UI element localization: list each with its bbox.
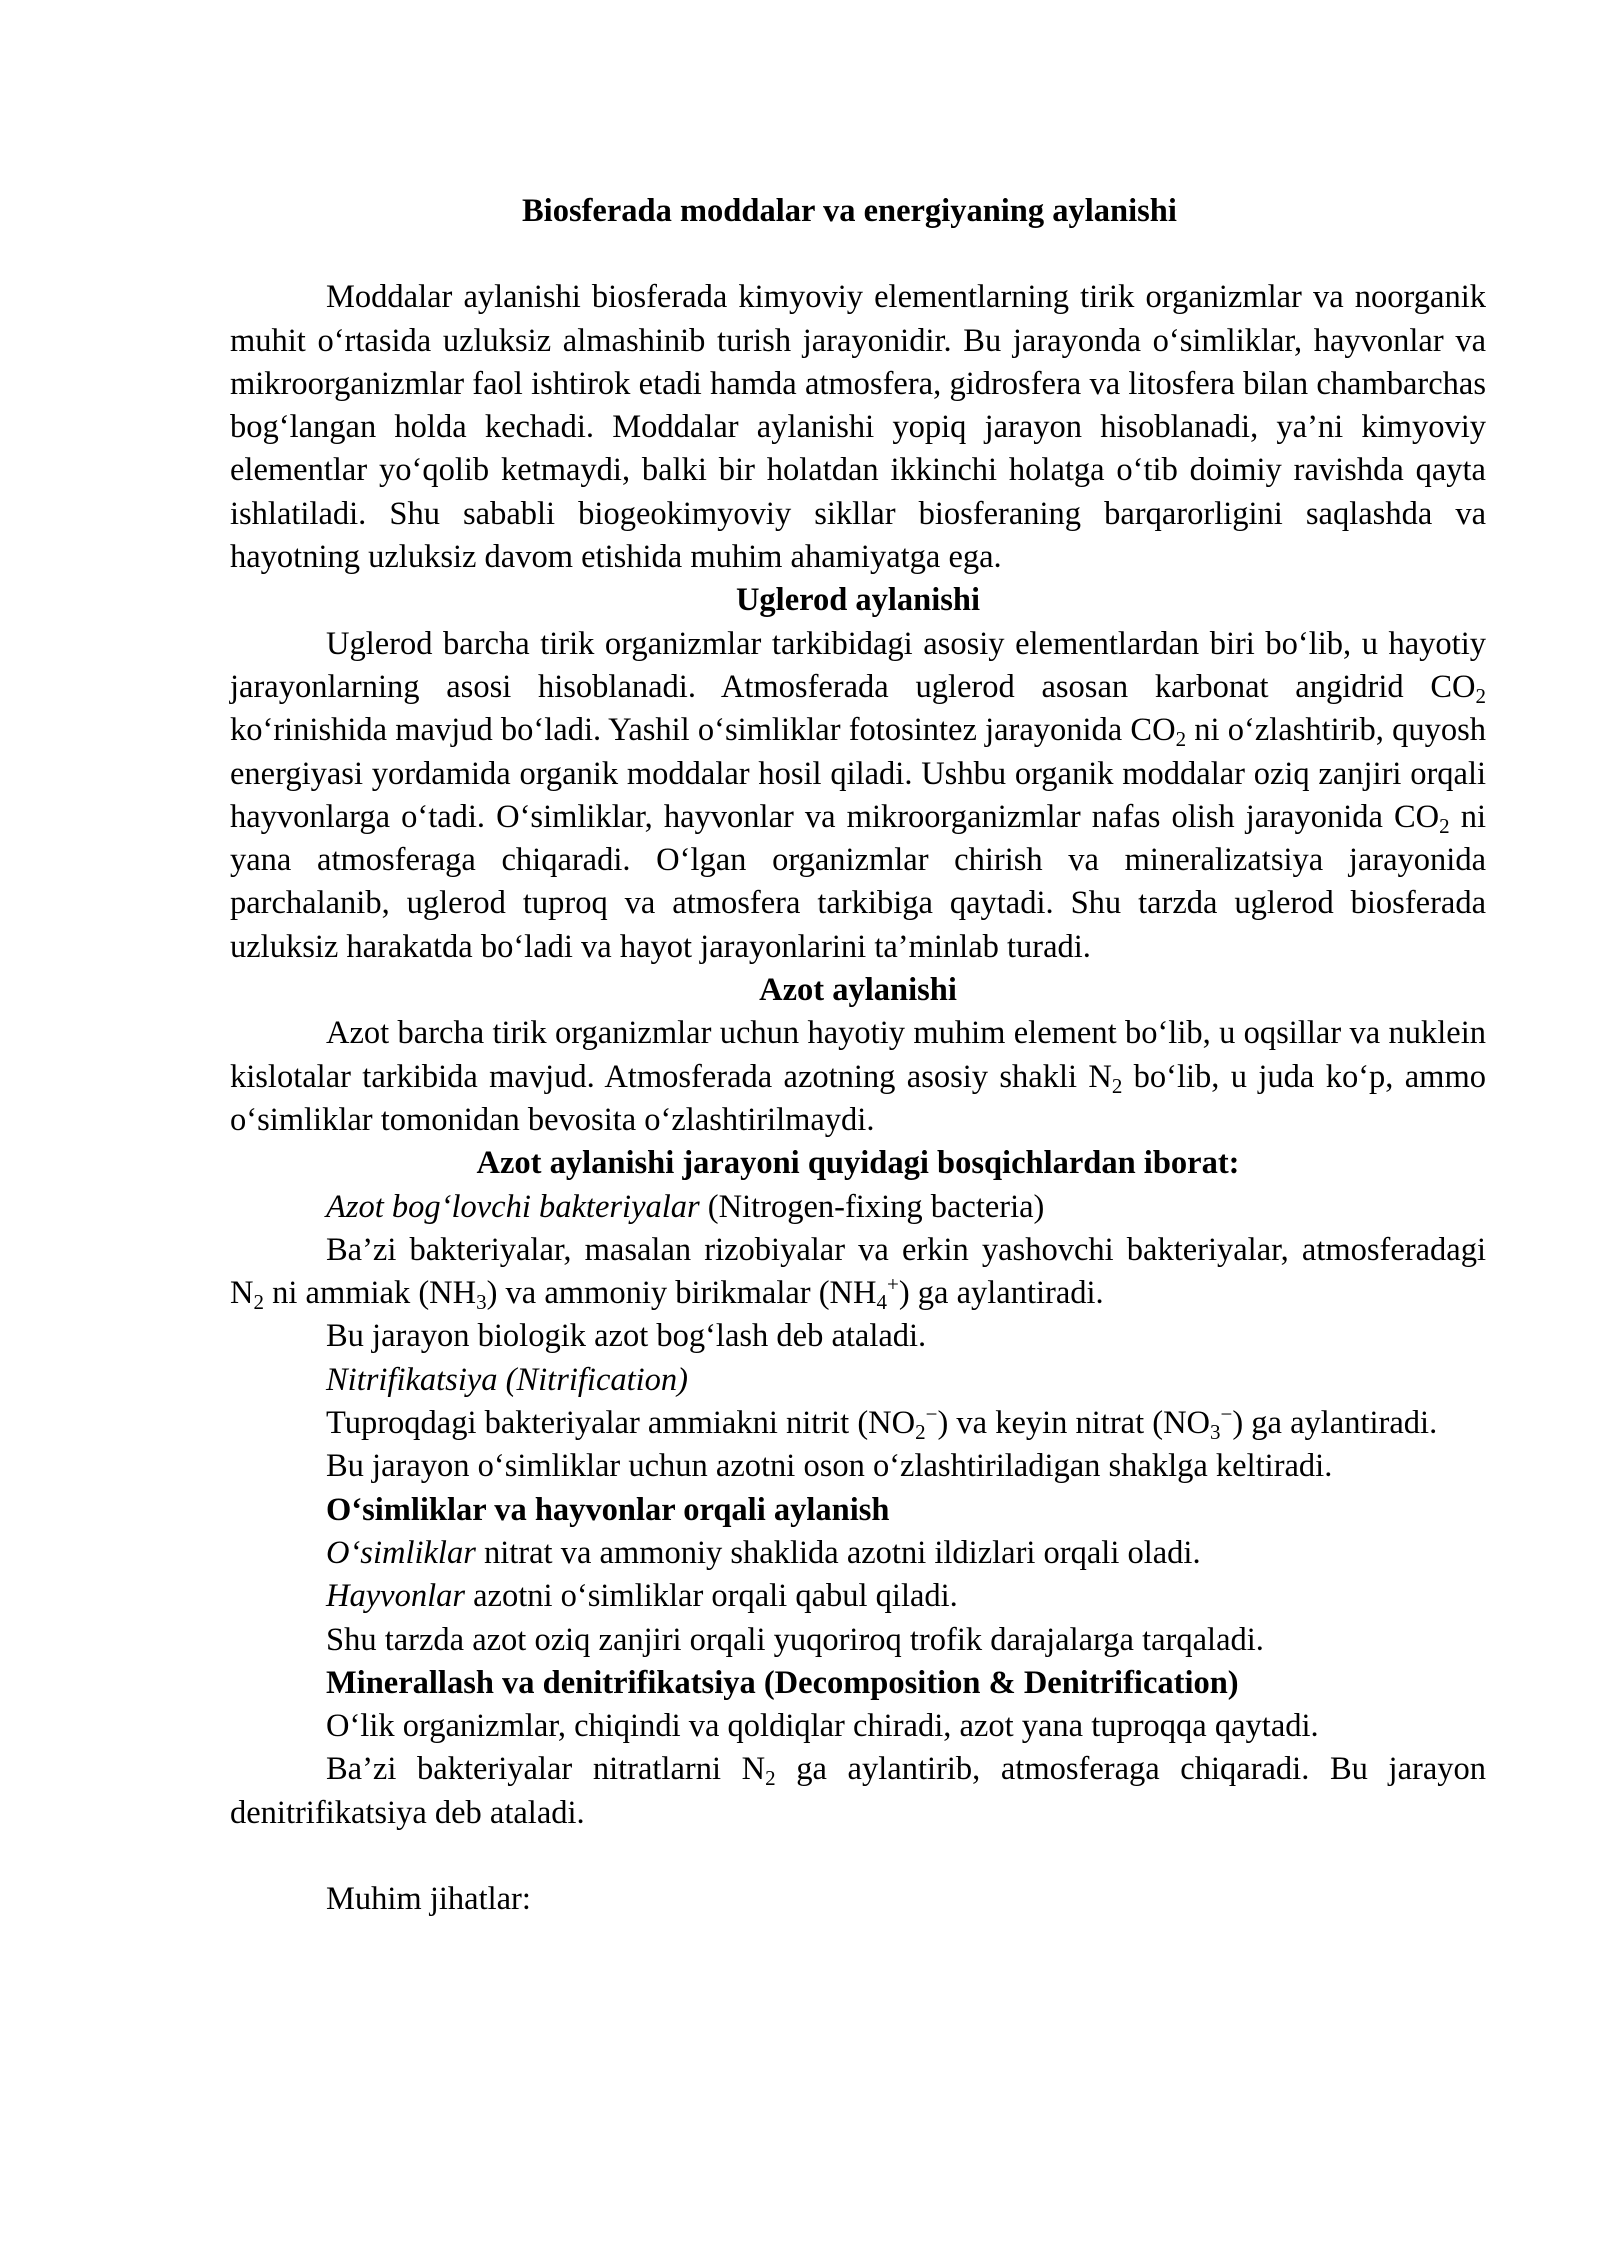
nitr-text-2: ) va keyin nitrat (NO	[937, 1405, 1211, 1442]
carbon-text-4: ni yana atmosferaga chiqaradi. O‘lgan organizmlar chirish va mineralizatsiya jarayonida parchalanib, uglerod tuproq va atmosfera tarkibiga qaytadi. Shu tarzda uglerod biosferada uzluksiz harakatda bo‘ladi va hayot jarayonlarini ta’minlab turadi.	[230, 798, 1487, 965]
nitrogen-sub-1: 2	[1111, 1073, 1123, 1098]
nitr-sup-2: −	[1220, 1402, 1233, 1427]
decomposition-line: O‘lik organizmlar, chiqindi va qoldiqlar chiradi, azot yana tuproqqa qaytadi.	[326, 1708, 1319, 1745]
document-title: Biosferada moddalar va energiyaning aylanishi	[522, 193, 1177, 229]
nitrogen-heading: Azot aylanishi	[759, 972, 957, 1009]
fixation-paragraph	[230, 1229, 1486, 1316]
fix-text-2: ni ammiak (NH	[263, 1275, 477, 1312]
plants-line	[230, 1532, 1486, 1575]
nitrification-label	[230, 1359, 1486, 1402]
plants-label: O‘simliklar	[326, 1534, 476, 1571]
fix-sub-1: 2	[253, 1290, 264, 1315]
fix-text-3: ) va ammoniy birikmalar (NH	[486, 1275, 877, 1312]
intro-paragraph: Moddalar aylanishi biosferada kimyoviy elementlarning tirik organizmlar va noorganik muhit o‘rtasida uzluksiz almashinib turish jarayonidir. Bu jarayonda o‘simliklar, hayvonlar va mikroorganizmlar faol ishtirok etadi hamda atmosfera, gidrosfera va litosfera bilan chambarchas bog‘langan holda kechadi. Moddalar aylanishi yopiq jarayon hisoblanadi, ya’ni kimyoviy elementlar yo‘qolib ketmaydi, balki bir holatdan ikkinchi holatga o‘tib doimiy ravishda qayta ishlatiladi. Shu sababli biogeokimyoviy sikllar biosferaning barqarorligini saqlashda va hayotning uzluksiz davom etishida muhim ahamiyatga ega.	[230, 279, 1486, 576]
fixation-label-uz: Azot bog‘lovchi bakteriyalar	[326, 1188, 700, 1225]
denit-sub: 2	[765, 1766, 776, 1791]
carbon-sub-1: 2	[1475, 683, 1486, 708]
denitrification-heading: Minerallash va denitrifikatsiya (Decomposition & Denitrification)	[326, 1664, 1239, 1701]
carbon-paragraph	[230, 623, 1486, 969]
important-points-label: Muhim jihatlar:	[326, 1881, 531, 1918]
animals-label: Hayvonlar	[326, 1578, 465, 1615]
blank-line	[230, 1835, 1486, 1878]
nitr-sup-1: −	[925, 1402, 938, 1427]
nitr-sub-2: 3	[1210, 1420, 1221, 1445]
nitrification-paragraph	[230, 1402, 1486, 1445]
nitrification-note: Bu jarayon o‘simliklar uchun azotni oson o‘zlashtiriladigan shaklga keltiradi.	[326, 1448, 1333, 1485]
animals-text: azotni o‘simliklar orqali qabul qiladi.	[465, 1578, 958, 1615]
animals-line	[230, 1575, 1486, 1618]
carbon-text-1: Uglerod barcha tirik organizmlar tarkibidagi asosiy elementlardan biri bo‘lib, u hayotiy jarayonlarning asosi hisoblanadi. Atmosferada uglerod asosan karbonat angidrid CO	[230, 625, 1486, 705]
fix-text-4: ) ga aylantiradi.	[898, 1275, 1104, 1312]
carbon-text-3: ni o‘zlashtirib, quyosh energiyasi yordamida organik moddalar hosil qiladi. Ushbu organik moddalar oziq zanjiri orqali hayvonlarga o‘tadi. O‘simliklar, hayvonlar va mikroorganizmlar nafas olish jarayonida CO	[230, 712, 1486, 835]
fix-sub-2: 3	[476, 1290, 487, 1315]
carbon-heading: Uglerod aylanishi	[735, 582, 981, 619]
denit-text-a: Ba’zi bakteriyalar nitratlarni N	[326, 1751, 766, 1788]
food-chain-line: Shu tarzda azot oziq zanjiri orqali yuqoriroq trofik darajalarga tarqaladi.	[326, 1621, 1264, 1658]
fix-text-1: Ba’zi bakteriyalar, masalan rizobiyalar va erkin yashovchi bakteriyalar, atmosferadagi N	[230, 1231, 1486, 1312]
fixation-label-en: (Nitrogen-fixing bacteria)	[699, 1188, 1045, 1225]
denit-text-b: ga aylantirib, atmosferaga chiqaradi. Bu jarayon denitrifikatsiya deb ataladi.	[230, 1751, 1486, 1831]
nitr-sub-1: 2	[915, 1420, 926, 1445]
stages-heading: Azot aylanishi jarayoni quyidagi bosqichlardan iborat:	[476, 1145, 1240, 1182]
carbon-sub-2: 2	[1175, 727, 1187, 752]
fixation-label	[230, 1186, 1486, 1229]
nitr-text-3: ) ga aylantiradi.	[1232, 1405, 1438, 1442]
carbon-sub-3: 2	[1439, 813, 1450, 838]
denitrification-paragraph	[230, 1748, 1486, 1835]
carbon-text-2: ko‘rinishida mavjud bo‘ladi. Yashil o‘simliklar fotosintez jarayonida CO	[230, 712, 1176, 749]
plants-text: nitrat va ammoniy shaklida azotni ildizlari orqali oladi.	[475, 1534, 1201, 1571]
plants-animals-heading: O‘simliklar va hayvonlar orqali aylanish	[326, 1491, 890, 1528]
nitrogen-text-1: Azot barcha tirik organizmlar uchun hayotiy muhim element bo‘lib, u oqsillar va nuklein kislotalar tarkibida mavjud. Atmosferada azotning asosiy shakli N	[230, 1015, 1486, 1095]
fix-sup-3: +	[886, 1272, 899, 1297]
fixation-note: Bu jarayon biologik azot bog‘lash deb ataladi.	[326, 1318, 927, 1355]
document-body	[230, 190, 1486, 1922]
fix-sub-3: 4	[876, 1290, 887, 1315]
nitr-text-1: Tuproqdagi bakteriyalar ammiakni nitrit (NO	[326, 1405, 916, 1442]
nitrogen-text-2: bo‘lib, u juda ko‘p, ammo o‘simliklar tomonidan bevosita o‘zlashtirilmaydi.	[230, 1058, 1486, 1138]
nitrogen-paragraph	[230, 1012, 1486, 1142]
nitrification-label-text: Nitrifikatsiya (Nitrification)	[326, 1361, 689, 1398]
